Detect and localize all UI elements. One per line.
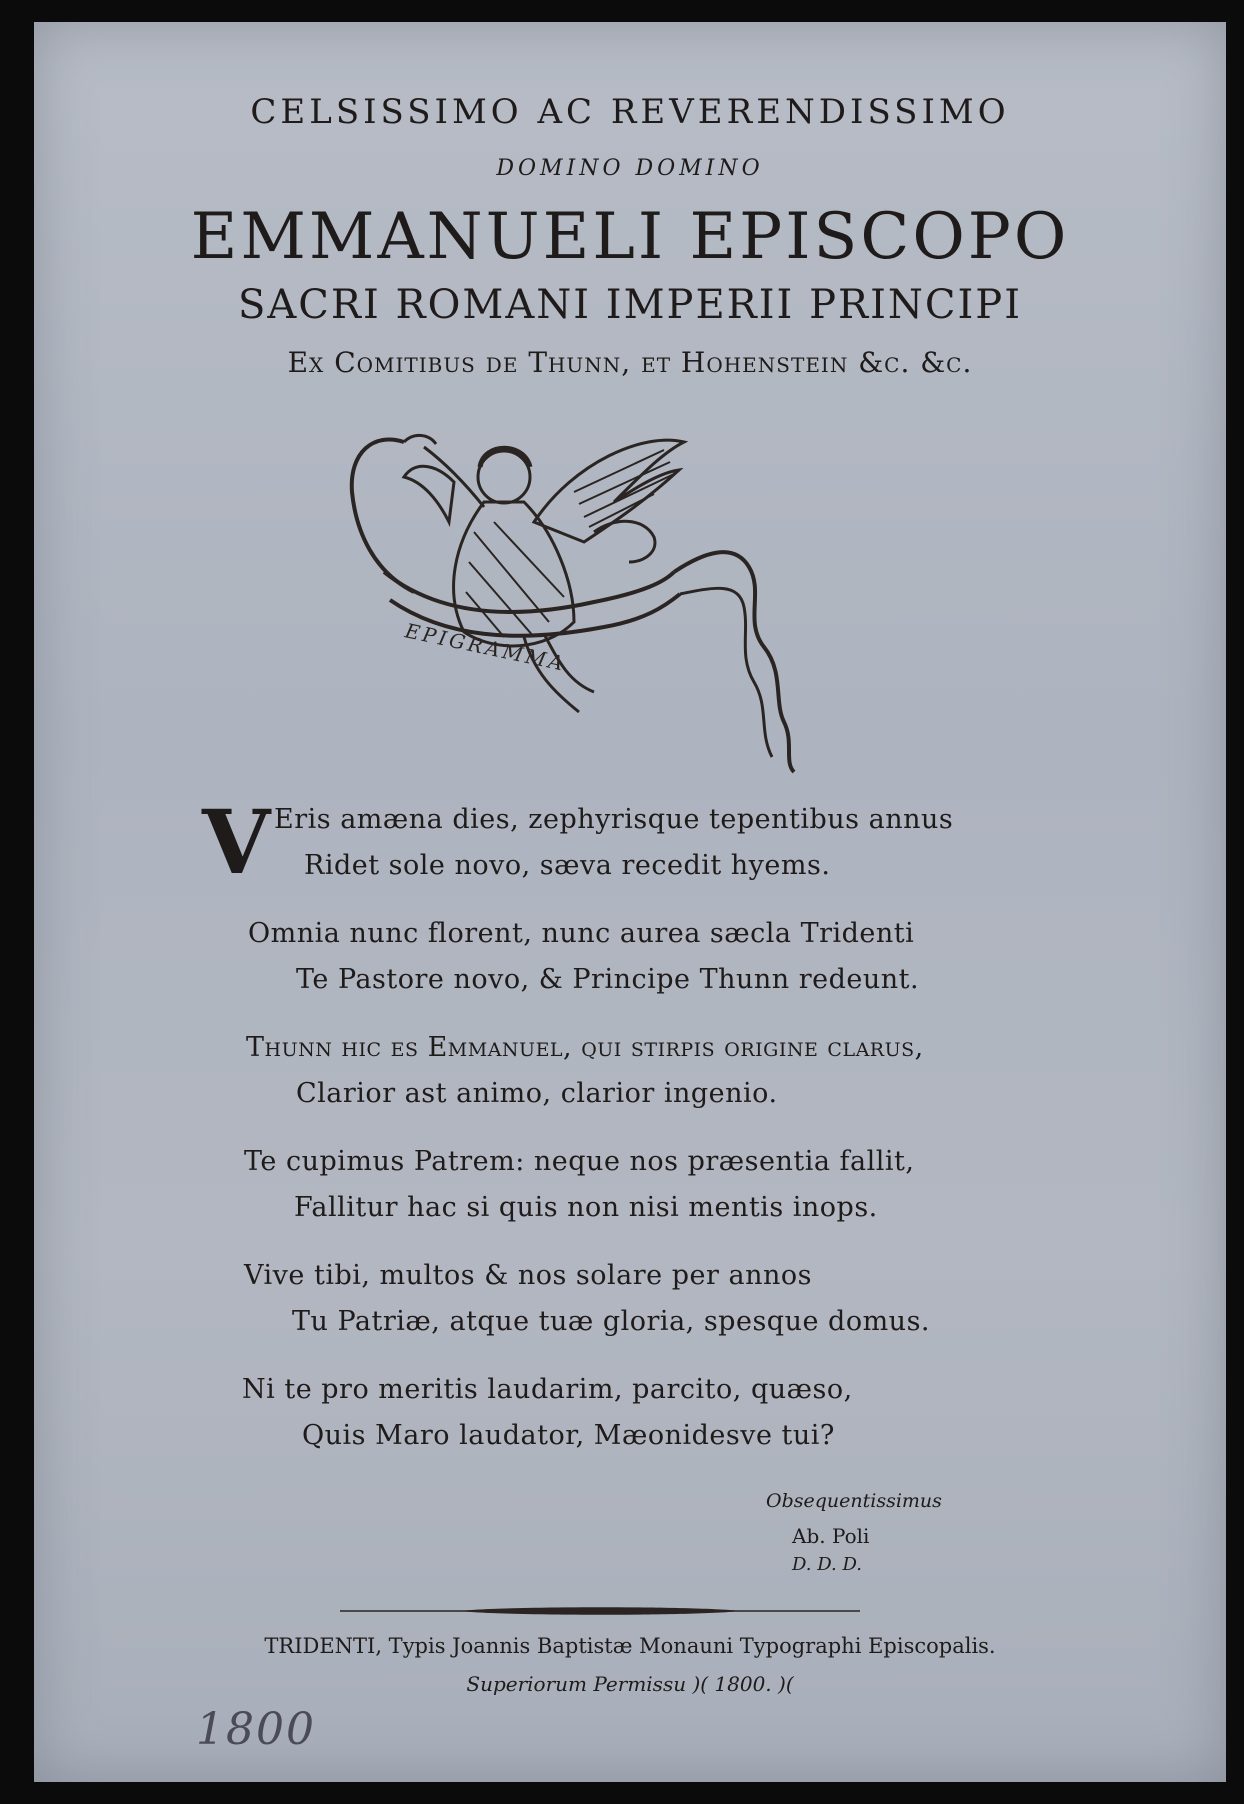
handwritten-date: 1800 bbox=[196, 1704, 316, 1755]
poem-line: Quis Maro laudator, Mæonidesve tui? bbox=[302, 1420, 835, 1451]
imprint-line-1: TRIDENTI, Typis Joannis Baptistæ Monauni Typographi Episcopalis. bbox=[264, 1634, 996, 1658]
poem-line: Ridet sole novo, sæva recedit hyems. bbox=[304, 850, 831, 881]
banner-text: EPIGRAMMA bbox=[402, 618, 569, 676]
dedication-line-4: SACRI ROMANI IMPERII PRINCIPI bbox=[237, 282, 1023, 328]
dedication-line-1: CELSISSIMO AC REVERENDISSIMO bbox=[250, 92, 1010, 132]
poem-line: Omnia nunc florent, nunc aurea sæcla Tridenti bbox=[248, 918, 915, 949]
dedication-title: EMMANUELI EPISCOPO bbox=[190, 200, 1070, 274]
poem-line: Ni te pro meritis laudarim, parcito, quæso, bbox=[242, 1374, 853, 1405]
poem-line: Fallitur hac si quis non nisi mentis inops. bbox=[294, 1192, 878, 1223]
poem-line: Te cupimus Patrem: neque nos præsentia fallit, bbox=[244, 1146, 915, 1177]
poem-line: Clarior ast animo, clarior ingenio. bbox=[296, 1078, 778, 1109]
signature-line-3: D. D. D. bbox=[792, 1554, 862, 1575]
poem-line: Thunn hic es Emmanuel, qui stirpis origine clarus, bbox=[246, 1032, 924, 1063]
poem-line: Te Pastore novo, & Principe Thunn redeunt. bbox=[296, 964, 920, 995]
poem-line: Tu Patriæ, atque tuæ gloria, spesque domus. bbox=[292, 1306, 931, 1337]
dedication-line-2: DOMINO DOMINO bbox=[496, 156, 764, 181]
printed-sheet bbox=[34, 22, 1226, 1782]
ornamental-divider bbox=[340, 1605, 860, 1617]
imprint-line-2: Superiorum Permissu )( 1800. )( bbox=[466, 1672, 794, 1696]
dedication-line-5: Ex Comitibus de Thunn, et Hohenstein &c. &c. bbox=[287, 346, 973, 379]
signature-name: Ab. Poli bbox=[792, 1524, 870, 1548]
poem-drop-cap: V bbox=[202, 790, 271, 894]
poem-line: Vive tibi, multos & nos solare per annos bbox=[244, 1260, 812, 1291]
poem-line: Eris amæna dies, zephyrisque tepentibus annus bbox=[274, 804, 954, 835]
signature-line-1: Obsequentissimus bbox=[766, 1490, 942, 1512]
angel-with-banner-icon bbox=[344, 422, 904, 792]
